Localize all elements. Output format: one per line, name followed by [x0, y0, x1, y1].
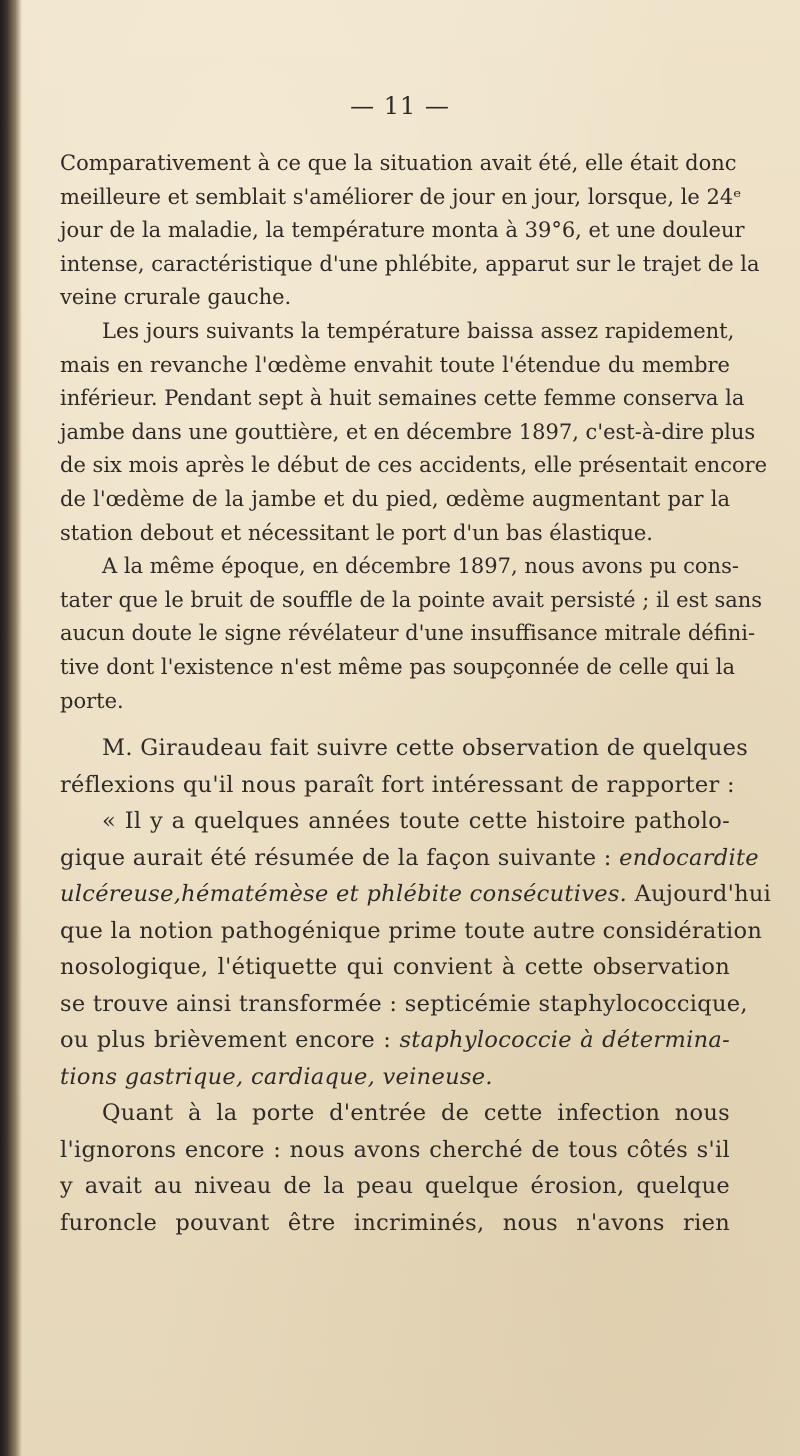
text-line: A la même époque, en décembre 1897, nous avons pu cons- [102, 554, 739, 579]
text-line [60, 876, 772, 913]
text-line: Comparativement à ce que la situation avait été, elle était donc [60, 151, 737, 175]
text-line: Les jours suivants la température baissa assez rapidement, [102, 318, 735, 343]
italic-text-run: ulcéreuse,hématémèse et phlébite consécutives. [60, 881, 628, 907]
text-line [60, 840, 759, 877]
observation-paragraphs [60, 147, 768, 718]
text-line [60, 1022, 730, 1059]
italic-text-run: endocardite [619, 844, 759, 871]
text-line: tater que le bruit de souffle de la pointe avait persisté ; il est sans [60, 587, 763, 612]
text-line: nosologique, l'étiquette qui convient à cette observation [60, 954, 730, 980]
text-line: tive dont l'existence n'est même pas soupçonnée de celle qui la [60, 654, 735, 679]
text-line: réflexions qu'il nous paraît fort intéressant de rapporter : [60, 771, 735, 798]
text-line: se trouve ainsi transformée : septicémie staphylococcique, [60, 990, 748, 1017]
text-line: que la notion pathogénique prime toute autre considération [60, 917, 763, 944]
page-number: — 11 — [350, 92, 450, 120]
text-line: jambe dans une gouttière, et en décembre 1897, c'est-à-dire plus [60, 419, 756, 444]
text-line: de l'œdème de la jambe et du pied, œdème augmentant par la [60, 486, 730, 511]
text-line: veine crurale gauche. [60, 285, 292, 310]
text-line: furoncle pouvant être incriminés, nous n'avons rien [60, 1209, 730, 1236]
text-run: Aujourd'hui [627, 881, 772, 907]
text-line: porte. [60, 688, 124, 713]
text-line: de six mois après le début de ces accidents, elle présentait encore [60, 453, 768, 478]
text-line: intense, caractéristique d'une phlébite, apparut sur le trajet de la [60, 251, 760, 276]
italic-text-run: staphylococcie à détermina- [399, 1027, 731, 1053]
text-line: l'ignorons encore : nous avons cherché de tous côtés s'il [60, 1136, 730, 1163]
text-line: mais en revanche l'œdème envahit toute l'étendue du membre [60, 352, 730, 377]
commentary-paragraphs [60, 730, 772, 1241]
text-line: « Il y a quelques années toute cette histoire patholo- [102, 808, 730, 834]
text-run: gique aurait été résumée de la façon suivante : [60, 844, 620, 871]
text-line: y avait au niveau de la peau quelque érosion, quelque [60, 1173, 730, 1199]
text-line: inférieur. Pendant sept à huit semaines cette femme conserva la [60, 386, 745, 411]
text-line: meilleure et semblait s'améliorer de jour en jour, lorsque, le 24ᵉ [60, 184, 742, 209]
text-line: M. Giraudeau fait suivre cette observation de quelques [102, 735, 749, 761]
binding-edge [0, 0, 22, 1456]
text-line: aucun doute le signe révélateur d'une insuffisance mitrale défini- [60, 621, 756, 646]
text-line: tions gastrique, cardiaque, veineuse. [60, 1063, 493, 1090]
text-line: Quant à la porte d'entrée de cette infection nous [102, 1100, 730, 1126]
text-run: ou plus brièvement encore : [60, 1027, 400, 1053]
text-line: jour de la maladie, la température monta à 39°6, et une douleur [60, 218, 745, 243]
text-line: station debout et nécessitant le port d'un bas élastique. [60, 520, 653, 545]
